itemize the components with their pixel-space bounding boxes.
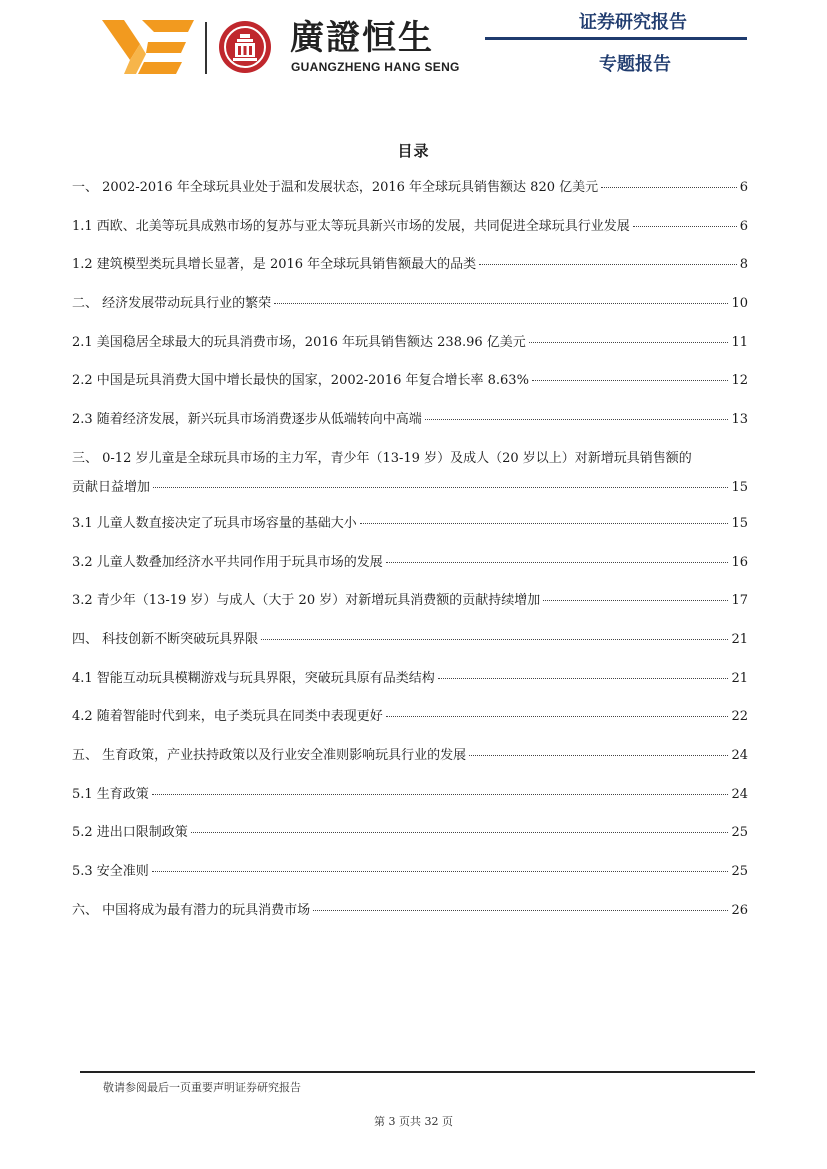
- toc-entry-page: 15: [731, 515, 748, 531]
- toc-entry-page: 8: [739, 257, 748, 273]
- toc-entry-page: 26: [731, 902, 748, 918]
- toc-entry-label: 3.1 儿童人数直接决定了玩具市场容量的基础大小: [72, 515, 357, 531]
- toc-leader: [261, 639, 728, 640]
- toc-entry-label: 3.2 儿童人数叠加经济水平共同作用于玩具市场的发展: [72, 554, 383, 570]
- toc-entry-page: 15: [731, 479, 748, 495]
- toc-entry-page: 6: [739, 218, 748, 234]
- toc-entry[interactable]: [72, 178, 748, 217]
- toc-entry-page: 13: [731, 412, 748, 428]
- toc-entry-label: 1.1 西欧、北美等玩具成熟市场的复苏与亚太等玩具新兴市场的发展，共同促进全球玩具行业发展: [72, 218, 630, 234]
- toc-entry-page: 25: [731, 864, 748, 879]
- toc-entry-label: 六、 中国将成为最有潜力的玩具消费市场: [72, 902, 311, 918]
- toc-entry[interactable]: [72, 591, 748, 630]
- toc-entry-label: 4.2 随着智能时代到来，电子类玩具在同类中表现更好: [72, 709, 383, 725]
- toc-entry-label: 二、 经济发展带动玩具行业的繁荣: [72, 296, 272, 312]
- footer-disclaimer: 敬请参阅最后一页重要声明证券研究报告: [103, 1081, 301, 1094]
- toc-leader: [543, 600, 728, 601]
- toc-leader: [438, 678, 729, 679]
- brand-name-cn: 廣證恒生: [290, 18, 434, 58]
- page-number: 第 3 页共 32 页: [374, 1115, 453, 1128]
- toc-entry-page: 25: [731, 825, 748, 841]
- toc-entry[interactable]: [72, 255, 748, 294]
- toc-leader: [601, 187, 737, 188]
- toc-entry-label: 3.2 青少年（13-19 岁）与成人（大于 20 岁）对新增玩具消费额的贡献持续增加: [72, 593, 541, 609]
- toc-entry[interactable]: [72, 707, 748, 746]
- toc-entry[interactable]: [72, 449, 748, 514]
- toc-entry-label: 2.3 随着经济发展，新兴玩具市场消费逐步从低端转向中高端: [72, 412, 422, 428]
- toc-entry-page: 16: [731, 554, 748, 570]
- toc-title: 目录: [397, 142, 430, 160]
- toc-entry-page: 21: [731, 631, 748, 647]
- toc-entry-label: 5.2 进出口限制政策: [72, 825, 188, 841]
- toc-entry-page: 17: [731, 593, 748, 609]
- toc-entry[interactable]: [72, 901, 748, 940]
- toc-entry-label: 5.1 生育政策: [72, 786, 149, 802]
- toc-entry[interactable]: [72, 785, 748, 824]
- toc-entry-label: 五、 生育政策，产业扶持政策以及行业安全准则影响玩具行业的发展: [72, 747, 467, 763]
- toc-entry-label: 2.1 美国稳居全球最大的玩具消费市场，2016 年玩具销售额达 238.96 亿美元: [72, 334, 526, 350]
- toc-entry[interactable]: [72, 333, 748, 372]
- toc-entry-label: 5.3 安全准则: [72, 864, 149, 879]
- toc-entry[interactable]: [72, 294, 748, 333]
- toc-entry[interactable]: [72, 410, 748, 449]
- ye-logo-icon: [102, 20, 194, 74]
- footer-rule: [80, 1071, 755, 1073]
- toc-leader: [153, 487, 728, 488]
- toc-leader: [152, 794, 729, 795]
- toc-entry-page: 10: [731, 296, 748, 312]
- toc-entry-page: 22: [731, 709, 748, 725]
- toc-entry[interactable]: [72, 514, 748, 553]
- toc-leader: [360, 523, 729, 524]
- report-subtype: 专题报告: [599, 54, 671, 75]
- toc-entry-page: 21: [731, 670, 748, 686]
- toc-entry[interactable]: [72, 630, 748, 669]
- toc-entry-label: 四、 科技创新不断突破玩具界限: [72, 631, 259, 647]
- toc-entry[interactable]: [72, 669, 748, 708]
- toc-entry[interactable]: [72, 746, 748, 785]
- toc-leader: [274, 303, 728, 304]
- table-of-contents: [72, 178, 748, 939]
- toc-entry[interactable]: [72, 371, 748, 410]
- toc-leader: [386, 716, 729, 717]
- toc-entry-page: 6: [739, 180, 748, 195]
- toc-leader: [633, 226, 737, 227]
- toc-leader: [313, 910, 728, 911]
- toc-leader: [469, 755, 728, 756]
- toc-entry[interactable]: [72, 862, 748, 901]
- report-type: 证券研究报告: [579, 12, 687, 33]
- toc-leader: [191, 832, 729, 833]
- toc-leader: [529, 342, 729, 343]
- toc-entry-label-cont: 贡献日益增加: [72, 479, 151, 495]
- toc-entry-page: 24: [731, 786, 748, 802]
- toc-entry-page: 24: [731, 747, 748, 763]
- toc-entry[interactable]: [72, 553, 748, 592]
- toc-leader: [386, 562, 729, 563]
- toc-entry-page: 12: [731, 373, 748, 389]
- brand-name-en: GUANGZHENG HANG SENG: [291, 60, 460, 74]
- toc-leader: [479, 264, 737, 265]
- toc-entry-label: 1.2 建筑模型类玩具增长显著，是 2016 年全球玩具销售额最大的品类: [72, 257, 477, 273]
- toc-entry-label: 一、 2002-2016 年全球玩具业处于温和发展状态，2016 年全球玩具销售额达 820 亿美元: [72, 180, 599, 195]
- header-rule: [485, 37, 747, 40]
- toc-entry-label: 三、 0-12 岁儿童是全球玩具市场的主力军，青少年（13-19 岁）及成人（20 岁以上）对新增玩具销售额的: [72, 450, 692, 466]
- toc-entry[interactable]: [72, 217, 748, 256]
- toc-entry[interactable]: [72, 823, 748, 862]
- toc-entry-page: 11: [731, 334, 748, 350]
- logo-divider: [205, 22, 207, 74]
- toc-entry-label: 4.1 智能互动玩具模糊游戏与玩具界限，突破玩具原有品类结构: [72, 670, 435, 686]
- toc-leader: [425, 419, 729, 420]
- seal-logo-icon: [218, 20, 272, 74]
- page-header: [0, 0, 827, 90]
- toc-leader: [532, 380, 729, 381]
- toc-entry-label: 2.2 中国是玩具消费大国中增长最快的国家，2002-2016 年复合增长率 8.63%: [72, 373, 529, 389]
- toc-leader: [152, 871, 729, 872]
